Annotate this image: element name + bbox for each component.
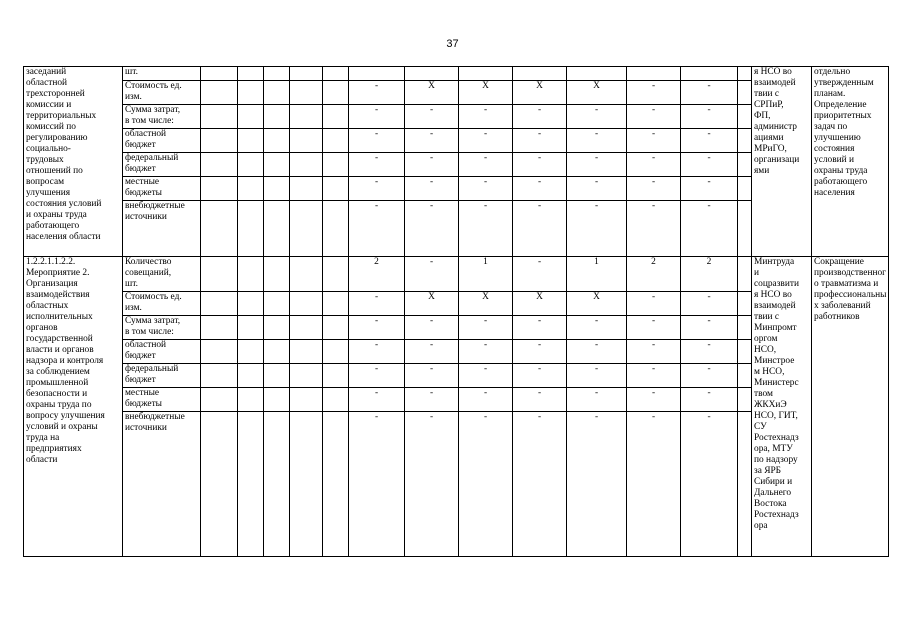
indicator-label: Сумма затрат, в том числе:	[123, 316, 201, 340]
empty-cell	[738, 257, 752, 292]
empty-cell	[238, 257, 264, 292]
value-cell: X	[513, 292, 567, 316]
empty-cell	[238, 412, 264, 557]
empty-cell	[738, 364, 752, 388]
empty-cell	[201, 316, 238, 340]
empty-cell	[238, 316, 264, 340]
value-cell: -	[627, 201, 681, 257]
indicator-label: местные бюджеты	[123, 388, 201, 412]
empty-cell	[264, 257, 290, 292]
value-cell	[681, 67, 738, 81]
empty-cell	[323, 67, 349, 81]
empty-cell	[738, 81, 752, 105]
value-cell: X	[567, 81, 627, 105]
empty-cell	[738, 129, 752, 153]
empty-cell	[201, 67, 238, 81]
value-cell: -	[349, 129, 405, 153]
empty-cell	[264, 292, 290, 316]
empty-cell	[238, 201, 264, 257]
value-cell: -	[459, 153, 513, 177]
value-cell: -	[567, 388, 627, 412]
empty-cell	[290, 129, 323, 153]
value-cell: 1	[459, 257, 513, 292]
empty-cell	[290, 388, 323, 412]
empty-cell	[738, 388, 752, 412]
value-cell: -	[405, 412, 459, 557]
empty-cell	[238, 340, 264, 364]
value-cell: -	[349, 201, 405, 257]
table-row	[24, 67, 889, 81]
expected-result-cell: отдельно утвержденным планам. Определение приоритетных задач по улучшению состояния условий и охраны труда работающего населения	[812, 67, 889, 257]
page-number: 37	[446, 38, 459, 50]
value-cell: X	[405, 292, 459, 316]
value-cell: -	[349, 316, 405, 340]
empty-cell	[264, 67, 290, 81]
value-cell: -	[681, 81, 738, 105]
value-cell	[513, 67, 567, 81]
indicator-label: Стоимость ед. изм.	[123, 292, 201, 316]
value-cell: X	[567, 292, 627, 316]
value-cell	[627, 67, 681, 81]
empty-cell	[238, 153, 264, 177]
empty-cell	[290, 412, 323, 557]
empty-cell	[264, 129, 290, 153]
empty-cell	[323, 388, 349, 412]
value-cell: -	[627, 316, 681, 340]
value-cell: X	[405, 81, 459, 105]
activity-name-cell: заседаний областной трехсторонней комиссии и территориальных комиссий по регулированию социально- трудовых отношений по вопросам улучшения состояния условий и охраны труда работающего населения области	[24, 67, 123, 257]
empty-cell	[264, 201, 290, 257]
value-cell: -	[567, 340, 627, 364]
value-cell	[349, 67, 405, 81]
value-cell: -	[349, 105, 405, 129]
empty-cell	[264, 364, 290, 388]
value-cell: -	[627, 105, 681, 129]
value-cell: -	[567, 316, 627, 340]
indicator-label: Стоимость ед. изм.	[123, 81, 201, 105]
empty-cell	[323, 81, 349, 105]
value-cell: 2	[681, 257, 738, 292]
table-body	[24, 67, 889, 557]
empty-cell	[323, 412, 349, 557]
empty-cell	[264, 105, 290, 129]
value-cell: X	[459, 292, 513, 316]
value-cell: -	[459, 105, 513, 129]
value-cell	[459, 67, 513, 81]
value-cell: -	[349, 388, 405, 412]
value-cell: -	[681, 153, 738, 177]
empty-cell	[201, 201, 238, 257]
value-cell: -	[405, 201, 459, 257]
value-cell: -	[349, 412, 405, 557]
empty-cell	[323, 340, 349, 364]
activities-table	[23, 66, 889, 557]
value-cell: -	[567, 364, 627, 388]
empty-cell	[201, 340, 238, 364]
value-cell: -	[349, 340, 405, 364]
value-cell: -	[513, 364, 567, 388]
value-cell: -	[459, 364, 513, 388]
empty-cell	[238, 105, 264, 129]
value-cell: -	[405, 129, 459, 153]
value-cell: -	[567, 412, 627, 557]
indicator-label: внебюджетные источники	[123, 412, 201, 557]
value-cell: X	[459, 81, 513, 105]
empty-cell	[323, 201, 349, 257]
empty-cell	[264, 153, 290, 177]
value-cell: -	[349, 364, 405, 388]
value-cell: -	[627, 153, 681, 177]
value-cell: -	[627, 388, 681, 412]
value-cell: -	[681, 388, 738, 412]
empty-cell	[290, 67, 323, 81]
value-cell: -	[681, 316, 738, 340]
value-cell: -	[627, 340, 681, 364]
value-cell: -	[459, 412, 513, 557]
empty-cell	[264, 316, 290, 340]
value-cell: -	[681, 105, 738, 129]
value-cell: -	[567, 201, 627, 257]
value-cell: -	[513, 388, 567, 412]
empty-cell	[290, 105, 323, 129]
empty-cell	[238, 81, 264, 105]
value-cell: -	[405, 388, 459, 412]
value-cell: -	[513, 201, 567, 257]
expected-result-cell: Сокращение производственног о травматизма и профессиональны х заболеваний работников	[812, 257, 889, 557]
value-cell: -	[513, 316, 567, 340]
empty-cell	[738, 316, 752, 340]
value-cell: -	[627, 177, 681, 201]
empty-cell	[323, 177, 349, 201]
empty-cell	[323, 292, 349, 316]
empty-cell	[738, 153, 752, 177]
empty-cell	[238, 388, 264, 412]
empty-cell	[201, 105, 238, 129]
empty-cell	[738, 412, 752, 557]
value-cell: 2	[349, 257, 405, 292]
value-cell	[405, 67, 459, 81]
value-cell: -	[627, 81, 681, 105]
value-cell: -	[627, 292, 681, 316]
value-cell: -	[459, 201, 513, 257]
empty-cell	[201, 81, 238, 105]
empty-cell	[738, 201, 752, 257]
empty-cell	[238, 292, 264, 316]
empty-cell	[323, 129, 349, 153]
empty-cell	[323, 316, 349, 340]
value-cell: -	[513, 412, 567, 557]
empty-cell	[738, 177, 752, 201]
indicator-label: областной бюджет	[123, 340, 201, 364]
value-cell	[567, 67, 627, 81]
value-cell: -	[405, 340, 459, 364]
value-cell: -	[681, 412, 738, 557]
empty-cell	[201, 412, 238, 557]
value-cell: -	[349, 81, 405, 105]
value-cell: 2	[627, 257, 681, 292]
empty-cell	[738, 105, 752, 129]
value-cell: -	[627, 364, 681, 388]
empty-cell	[201, 292, 238, 316]
empty-cell	[290, 201, 323, 257]
value-cell: -	[459, 129, 513, 153]
empty-cell	[264, 388, 290, 412]
empty-cell	[738, 292, 752, 316]
value-cell: -	[627, 129, 681, 153]
indicator-label: местные бюджеты	[123, 177, 201, 201]
empty-cell	[323, 364, 349, 388]
empty-cell	[290, 316, 323, 340]
empty-cell	[201, 257, 238, 292]
empty-cell	[264, 412, 290, 557]
indicator-label: федеральный бюджет	[123, 364, 201, 388]
value-cell: -	[513, 105, 567, 129]
empty-cell	[323, 257, 349, 292]
empty-cell	[201, 177, 238, 201]
empty-cell	[238, 129, 264, 153]
value-cell: -	[513, 177, 567, 201]
value-cell: -	[405, 153, 459, 177]
value-cell: -	[567, 105, 627, 129]
value-cell: -	[405, 316, 459, 340]
empty-cell	[290, 177, 323, 201]
value-cell: -	[681, 177, 738, 201]
value-cell: -	[681, 129, 738, 153]
empty-cell	[264, 81, 290, 105]
empty-cell	[264, 340, 290, 364]
value-cell: -	[681, 201, 738, 257]
value-cell: -	[349, 153, 405, 177]
value-cell: -	[567, 129, 627, 153]
empty-cell	[290, 364, 323, 388]
value-cell: -	[349, 292, 405, 316]
empty-cell	[323, 153, 349, 177]
value-cell: -	[459, 388, 513, 412]
empty-cell	[201, 153, 238, 177]
value-cell: -	[681, 340, 738, 364]
empty-cell	[323, 105, 349, 129]
empty-cell	[201, 388, 238, 412]
value-cell: -	[349, 177, 405, 201]
empty-cell	[201, 129, 238, 153]
value-cell: -	[567, 177, 627, 201]
value-cell: -	[513, 153, 567, 177]
empty-cell	[290, 292, 323, 316]
value-cell: -	[459, 177, 513, 201]
indicator-label: шт.	[123, 67, 201, 81]
executor-cell: Минтруда и соцразвити я НСО во взаимодей твии с Минпромт оргом НСО, Минстрое м НСО, Министерс твом ЖКХиЭ НСО, ГИТ, СУ Ростехнадз ора, МТУ по надзору за ЯРБ Сибири и Дальнего Востока Ростехнадз ора	[752, 257, 812, 557]
value-cell: X	[513, 81, 567, 105]
value-cell: -	[681, 292, 738, 316]
empty-cell	[290, 153, 323, 177]
table-row	[24, 257, 889, 292]
indicator-label: Количество совещаний, шт.	[123, 257, 201, 292]
value-cell: 1	[567, 257, 627, 292]
value-cell: -	[405, 364, 459, 388]
value-cell: -	[405, 177, 459, 201]
empty-cell	[738, 340, 752, 364]
empty-cell	[238, 177, 264, 201]
value-cell: -	[567, 153, 627, 177]
empty-cell	[290, 257, 323, 292]
empty-cell	[238, 364, 264, 388]
executor-cell: я НСО во взаимодей твии с СРПиР, ФП, администр ациями МРиГО, организаци ями	[752, 67, 812, 257]
value-cell: -	[513, 257, 567, 292]
value-cell: -	[513, 129, 567, 153]
value-cell: -	[459, 340, 513, 364]
indicator-label: внебюджетные источники	[123, 201, 201, 257]
value-cell: -	[405, 257, 459, 292]
value-cell: -	[513, 340, 567, 364]
value-cell: -	[405, 105, 459, 129]
empty-cell	[290, 340, 323, 364]
empty-cell	[238, 67, 264, 81]
value-cell: -	[459, 316, 513, 340]
value-cell: -	[627, 412, 681, 557]
empty-cell	[264, 177, 290, 201]
empty-cell	[201, 364, 238, 388]
empty-cell	[738, 67, 752, 81]
indicator-label: федеральный бюджет	[123, 153, 201, 177]
indicator-label: Сумма затрат, в том числе:	[123, 105, 201, 129]
value-cell: -	[681, 364, 738, 388]
empty-cell	[290, 81, 323, 105]
activity-name-cell: 1.2.2.1.1.2.2. Мероприятие 2. Организация взаимодействия областных исполнительных органов государственной власти и органов надзора и контроля за соблюдением промышленной безопасности и охраны труда по вопросу улучшения условий и охраны труда на предприятиях области	[24, 257, 123, 557]
indicator-label: областной бюджет	[123, 129, 201, 153]
